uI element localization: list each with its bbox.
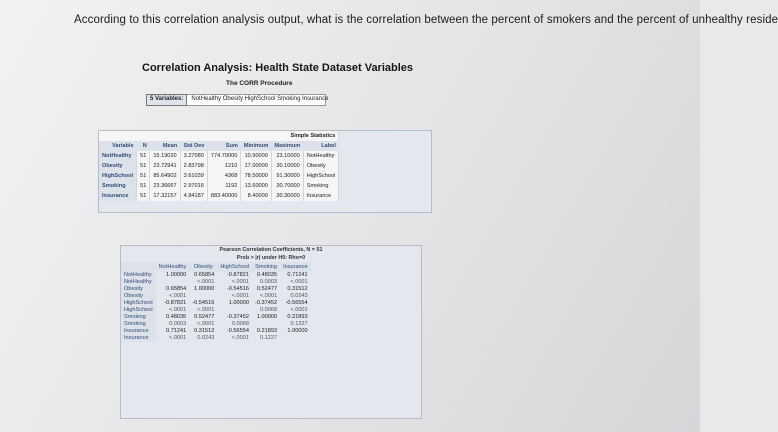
stat-cell: 17.32157 [150,191,180,201]
table-row [99,171,339,181]
p-value-cell: <.0001 [197,321,215,327]
correlation-coefficient-cell: -0.56554 [226,328,249,334]
p-value-cell [252,321,280,328]
simple-stats-header: Label [303,141,339,151]
correlation-coefficient-cell: 0.48035 [256,272,278,278]
row-variable-label: HighSchool [121,307,156,314]
correlation-coefficient-cell: 0.71241 [166,328,187,334]
simple-stats-header: Sum [207,141,240,151]
row-variable-label: NotHealthy [121,279,156,286]
p-value-cell: <.0001 [169,293,187,299]
table-row [99,191,339,201]
p-value-row [121,293,311,300]
p-value-cell [280,335,311,342]
correlation-coefficient-cell: 0.71241 [287,272,308,278]
stat-cell: 85.64902 [150,171,180,181]
correlation-coefficient-cell: 0.65854 [166,286,187,292]
variable-name-cell: Insurance [99,191,137,201]
p-value-cell: 0.1227 [259,335,278,341]
p-value-row [121,279,311,286]
stat-cell: 30.70000 [271,181,303,191]
p-value-cell [217,307,252,314]
stat-cell: Obesity [303,161,339,171]
variable-name-cell: HighSchool [99,171,137,181]
correlation-column-header: Smoking [252,262,280,272]
correlation-coefficient-cell: 0.31512 [287,286,308,292]
variable-name-cell: Obesity [99,161,137,171]
p-value-row [121,321,311,328]
correlation-coefficient-cell: -0.37452 [226,314,249,320]
stat-cell: Smoking [303,181,339,191]
simple-statistics-table [99,131,339,201]
report-subtitle: The CORR Procedure [226,80,293,87]
stat-cell: 10.90000 [241,151,272,161]
p-value-cell: 0.0003 [169,321,187,327]
correlation-coefficient-cell: 0.48035 [166,314,187,320]
row-variable-label: Insurance [121,335,156,342]
row-variable-name: Obesity [121,286,156,293]
row-variable-label: Smoking [121,321,156,328]
stat-cell: NotHealthy [303,151,339,161]
p-value-cell: <.0001 [169,335,187,341]
stat-cell: 51 [137,171,150,181]
simple-stats-header: Variable [99,141,137,151]
row-variable-label: Obesity [121,293,156,300]
p-value-cell: <.0001 [231,293,249,299]
correlation-coefficient-cell: -0.87821 [226,272,249,278]
stat-cell: 13.60000 [241,181,272,191]
correlation-coefficient-cell: 0.52477 [256,286,278,292]
p-value-row [121,307,311,314]
stat-cell: 23.72941 [150,161,180,171]
p-value-cell: 0.0068 [259,307,278,313]
p-value-row [121,335,311,342]
correlation-coefficient-cell: 1.00000 [166,272,187,278]
p-value-cell: <.0001 [290,279,308,285]
stat-cell: HighSchool [303,171,339,181]
stat-cell: Insurance [303,191,339,201]
stat-cell: 78.50000 [241,171,272,181]
table-row [99,151,339,161]
p-value-cell [156,279,190,286]
correlation-table [121,262,311,342]
stat-cell: 1192 [207,181,240,191]
p-value-cell: 0.1227 [290,321,308,327]
corner-cell [121,262,156,272]
report-title: Correlation Analysis: Health State Dataset Variables [142,62,414,74]
table-row [99,161,339,171]
stat-cell: 883.40000 [207,191,240,201]
stat-cell: 4.84187 [180,191,207,201]
simple-stats-header: Maximum [271,141,303,151]
sas-output-screenshot [96,50,656,432]
simple-stats-header: Std Dev [180,141,207,151]
p-value-cell: <.0001 [197,307,215,313]
stat-cell: 30.30000 [271,191,303,201]
correlation-panel [120,245,422,419]
variable-name-cell: Smoking [99,181,137,191]
correlation-coefficient-cell: 1.00000 [228,300,249,306]
correlation-row [121,286,311,293]
correlation-row [121,300,311,307]
p-value-cell: <.0001 [169,307,187,313]
correlation-coefficient-cell: 0.21893 [287,314,308,320]
correlation-coefficient-cell: 1.00000 [194,286,215,292]
correlation-subtitle: Prob > |r| under H0: Rho=0 [236,255,306,261]
stat-cell: 4368 [207,171,240,181]
stat-cell: 2.97016 [180,181,207,191]
row-variable-name: NotHealthy [121,272,156,279]
correlation-row [121,272,311,279]
stat-cell: 3.27080 [180,151,207,161]
p-value-cell: 0.0003 [259,279,278,285]
correlation-coefficient-cell: -0.56554 [285,300,308,306]
stat-cell: 91.30000 [271,171,303,181]
correlation-column-header: HighSchool [217,262,252,272]
correlation-column-header: Insurance [280,262,311,272]
correlation-coefficient-cell: 1.00000 [256,314,278,320]
p-value-cell [189,293,217,300]
stat-cell: 51 [137,191,150,201]
correlation-coefficient-cell: -0.37452 [254,300,278,306]
row-variable-name: Insurance [121,328,156,335]
stat-cell: 51 [137,161,150,171]
p-value-cell: <.0001 [259,293,278,299]
simple-stats-header: Minimum [241,141,272,151]
stat-cell: 30.10000 [271,161,303,171]
stat-cell: 51 [137,181,150,191]
stat-cell: 51 [137,151,150,161]
correlation-coefficient-cell: 0.21893 [256,328,278,334]
p-value-cell: <.0001 [231,335,249,341]
correlation-column-header: Obesity [189,262,217,272]
stat-cell: 8.40000 [241,191,272,201]
correlation-title: Pearson Correlation Coefficients, N = 51 [219,247,323,253]
stat-cell: 17.00000 [241,161,272,171]
correlation-coefficient-cell: 0.31512 [194,328,215,334]
p-value-cell: <.0001 [290,307,308,313]
p-value-cell: <.0001 [231,279,249,285]
row-variable-name: Smoking [121,314,156,321]
p-value-cell: <.0001 [197,279,215,285]
variable-name-cell: NotHealthy [99,151,137,161]
stat-cell: 1210 [207,161,240,171]
stat-cell: 23.10000 [271,151,303,161]
correlation-coefficient-cell: 0.65854 [194,272,215,278]
correlation-coefficient-cell: 1.00000 [287,328,308,334]
stat-cell: 23.36667 [150,181,180,191]
correlation-coefficient-cell: -0.54516 [192,300,215,306]
simple-stats-header: Mean [150,141,180,151]
row-variable-name: HighSchool [121,300,156,307]
correlation-coefficient-cell: -0.87821 [164,300,187,306]
variables-value: NotHealthy Obesity HighSchool Smoking Insurance [187,94,326,106]
simple-stats-header: N [137,141,150,151]
correlation-row [121,328,311,335]
p-value-cell: 0.0068 [231,321,249,327]
stat-cell: 2.83798 [180,161,207,171]
simple-statistics-title: Simple Statistics [99,131,339,141]
simple-statistics-panel [98,130,432,213]
p-value-cell: 0.0243 [290,293,308,299]
variables-label: 5 Variables: [146,94,187,106]
variables-box [146,94,329,106]
correlation-column-header: NotHealthy [156,262,190,272]
correlation-coefficient-cell: -0.54516 [226,286,249,292]
stat-cell: 15.19020 [150,151,180,161]
correlation-coefficient-cell: 0.52477 [194,314,215,320]
question-text: According to this correlation analysis output, what is the correlation between the percent of smokers and the percent of unhealthy reside [74,14,778,26]
table-row [99,181,339,191]
p-value-cell: 0.0243 [197,335,215,341]
correlation-row [121,314,311,321]
stat-cell: 3.61039 [180,171,207,181]
stat-cell: 774.70000 [207,151,240,161]
